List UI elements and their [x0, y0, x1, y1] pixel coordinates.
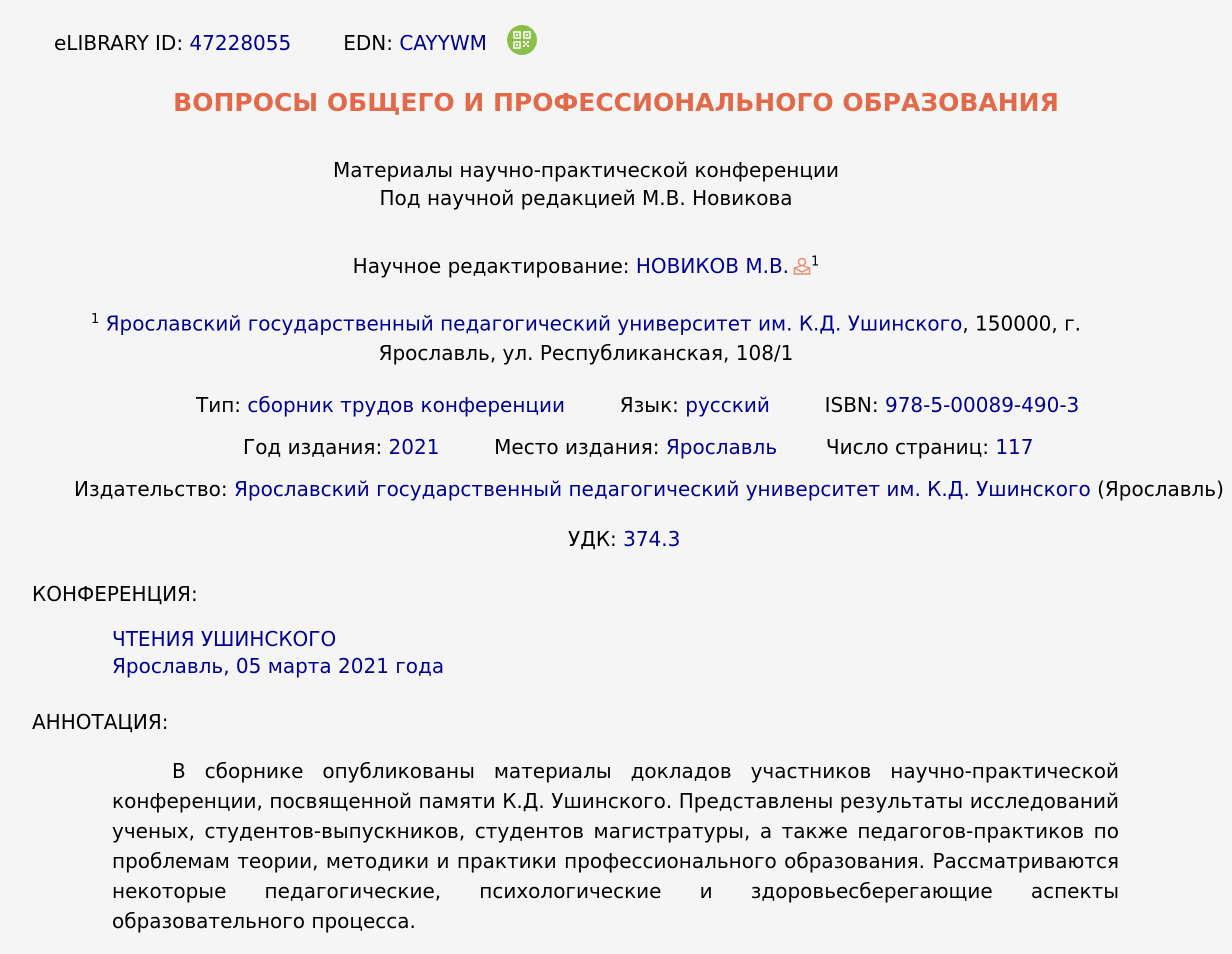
- annotation-section-label: АННОТАЦИЯ:: [32, 710, 169, 734]
- udk-line: [568, 527, 680, 551]
- conference-place-date-link[interactable]: Ярославль, 05 марта 2021 года: [112, 654, 445, 678]
- pages-link[interactable]: 117: [995, 435, 1034, 459]
- affiliation-org-link[interactable]: Ярославский государственный педагогический университет им. К.Д. Ушинского: [105, 311, 963, 336]
- meta-row-year: [243, 435, 1034, 459]
- edn-link[interactable]: CAYYWM: [399, 31, 487, 55]
- edn-block: [343, 31, 487, 55]
- place-link[interactable]: Ярославль: [665, 435, 778, 459]
- elibrary-id-label: eLIBRARY ID:: [54, 31, 184, 55]
- editor-name-link[interactable]: НОВИКОВ М.В.: [635, 254, 790, 278]
- conference-section-label: КОНФЕРЕНЦИЯ:: [32, 582, 198, 606]
- editor-affiliation-sup: 1: [811, 254, 820, 270]
- year-label: Год издания:: [243, 435, 383, 459]
- affiliation-line-1: [0, 305, 1172, 339]
- affiliation-address-tail: , 150000, г.: [962, 311, 1081, 336]
- subtitle-line-1: Материалы научно-практической конференции: [333, 158, 839, 182]
- year-link[interactable]: 2021: [388, 435, 440, 459]
- subtitle-line-2: Под научной редакцией М.В. Новикова: [379, 186, 793, 210]
- edn-label: EDN:: [343, 31, 393, 55]
- pages-label: Число страниц:: [825, 435, 989, 459]
- udk-link[interactable]: 374.3: [623, 527, 681, 551]
- place-label: Место издания:: [494, 435, 660, 459]
- affiliation-line-2: Ярославль, ул. Республиканская, 108/1: [378, 340, 794, 365]
- isbn-link[interactable]: 978-5-00089-490-3: [884, 393, 1080, 417]
- conference-block: [112, 626, 444, 680]
- meta-row-type: [196, 393, 1079, 417]
- lang-label: Язык:: [619, 393, 679, 417]
- publisher-link[interactable]: Ярославский государственный педагогический университет им. К.Д. Ушинского: [233, 477, 1091, 501]
- type-label: Тип:: [196, 393, 242, 417]
- publisher-label: Издательство:: [74, 477, 228, 501]
- author-profile-icon[interactable]: [793, 256, 811, 280]
- conference-name-link[interactable]: ЧТЕНИЯ УШИНСКОГО: [112, 627, 337, 651]
- elibrary-id-link[interactable]: 47228055: [189, 31, 292, 55]
- udk-label: УДК:: [568, 527, 617, 551]
- editor-line: [0, 254, 1172, 280]
- annotation-text: В сборнике опубликованы материалы докладов участников научно-практической конференции, посвященной памяти К.Д. Ушинского. Представлены результаты исследований ученых, студентов-выпускников, студентов магистратуры, а также педагогов-практиков по проблемам теории, методики и практики профессионального образования. Рассматриваются некоторые педагогические, психологические и здоровьесберегающие аспекты образовательного процесса.: [112, 759, 1119, 933]
- isbn-label: ISBN:: [824, 393, 879, 417]
- type-link[interactable]: сборник трудов конференции: [247, 393, 566, 417]
- lang-link[interactable]: русский: [685, 393, 770, 417]
- publisher-city: (Ярославль): [1097, 477, 1224, 501]
- publisher-line: [74, 477, 1224, 501]
- affiliation-sup: 1: [90, 312, 100, 327]
- affiliation: [0, 305, 1172, 368]
- identifiers-bar: [54, 28, 537, 58]
- qr-code-icon: [514, 32, 530, 48]
- qr-code-button[interactable]: [507, 25, 537, 55]
- editor-label: Научное редактирование:: [352, 254, 630, 278]
- publication-subtitle: [0, 156, 1172, 212]
- publication-title: ВОПРОСЫ ОБЩЕГО И ПРОФЕССИОНАЛЬНОГО ОБРАЗОВАНИЯ: [173, 88, 1059, 117]
